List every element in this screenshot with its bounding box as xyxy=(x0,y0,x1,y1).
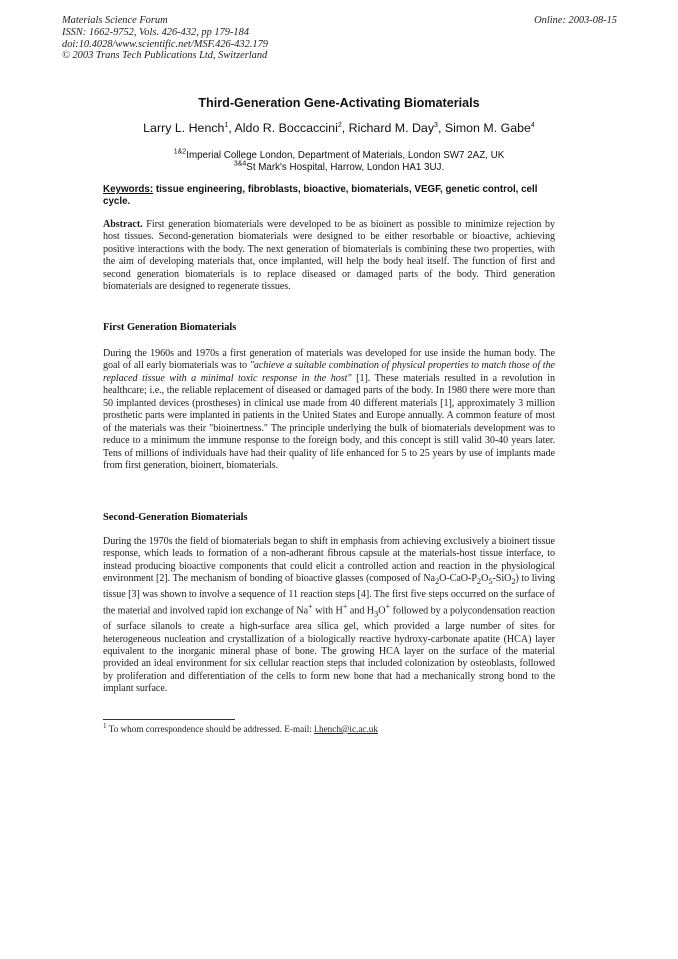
formula-sub: 2 xyxy=(476,577,482,587)
paragraph-quote: "achieve a suitable combination of physical properties to match those of the replaced tissue with a minimal toxic response in the host" xyxy=(103,360,555,384)
author-sup: 1 xyxy=(224,121,229,129)
journal-header xyxy=(62,15,268,62)
affiliation-sup: 1&2 xyxy=(173,148,187,156)
formula-sup: + xyxy=(342,602,348,612)
author-sup: 3 xyxy=(434,121,438,129)
formula-text: O-CaO-P xyxy=(439,573,477,585)
formula-text: O xyxy=(481,573,489,585)
affiliation-sup: 3&4 xyxy=(233,160,247,168)
section-heading: Second-Generation Biomaterials xyxy=(103,512,248,523)
formula-sup: + xyxy=(385,602,391,612)
formula-sub: 5 xyxy=(488,577,493,587)
paragraph-text: During the 1960s and 1970s a first generation of materials was developed for use inside the human body. The goal of all early biomaterials was to xyxy=(103,348,555,372)
doi-line: doi:10.4028/www.scientific.net/MSF.426-432.179 xyxy=(62,38,268,50)
paragraph-text: followed by a polycondensation reaction of surface silanols to create a high-surface area silica gel, which provided a large number of sites for heterogeneous nucleation and crystallization of a biologically reactive hydroxy-carbonate apatite (HCA) layer equivalent to the inorganic mineral phase of bone. The growing HCA layer on the surface of the material provided an ideal environment for six cellular reaction steps that included colonization by osteoblasts, followed by proliferation and differentiation of the cells to form new bone that had a mechanically strong bond to the implant surface. xyxy=(103,605,556,695)
formula-text: -SiO xyxy=(492,573,512,585)
formula-sub: 2 xyxy=(434,577,440,587)
author-name: Richard M. Day xyxy=(348,121,435,135)
paragraph-text: with H xyxy=(312,605,343,617)
author-sup: 2 xyxy=(337,121,342,129)
online-date: Online: 2003-08-15 xyxy=(534,15,617,26)
paper-title: Third-Generation Gene-Activating Biomaterials xyxy=(198,96,480,110)
author-name: Simon M. Gabe xyxy=(444,121,531,135)
affiliation-2 xyxy=(0,162,678,173)
journal-name: Materials Science Forum xyxy=(62,15,168,26)
footnote-text: To whom correspondence should be addressed. E-mail: xyxy=(106,724,315,734)
footnote-sup: 1 xyxy=(103,721,107,730)
affiliation-1 xyxy=(0,150,678,161)
section-paragraph xyxy=(103,536,555,696)
section-heading: First Generation Biomaterials xyxy=(103,322,237,333)
email-link[interactable]: l.hench@ic.ac.uk xyxy=(314,724,378,734)
formula-text: Na xyxy=(423,573,435,585)
affiliation-text: Imperial College London, Department of Materials, London SW7 2AZ, UK xyxy=(186,150,505,161)
author-sep: , xyxy=(437,121,445,135)
author-list xyxy=(0,121,678,135)
author-name: Larry L. Hench xyxy=(143,121,225,135)
section-paragraph xyxy=(103,348,555,473)
issn-line: ISSN: 1662-9752, Vols. 426-432, pp 179-184 xyxy=(62,26,250,38)
copyright-line: © 2003 Trans Tech Publications Ltd, Switzerland xyxy=(62,50,268,62)
author-sup: 4 xyxy=(530,121,535,129)
formula-sup: + xyxy=(308,602,313,612)
paragraph-text: and H xyxy=(347,605,375,617)
abstract-label: Abstract. xyxy=(103,219,143,230)
footnote-divider xyxy=(103,719,235,720)
paragraph-text: [1]. These materials resulted in a revolution in healthcare; i.e., the reliable replacement of diseased or damaged parts of the body. In 1980 there were more than 50 implanted devices (prostheses) in clinical use made from 40 different materials [1], approximately 3 million prosthetic parts were implanted in patients in the United States and Europe annually. A common feature of most of the materials was their "bioinertness." The principle underlying the bulk of biomaterials development was to reduce to a minimum the immune response to the foreign body, and this concept is still valid 30-40 years later. Tens of millions of individuals have had their quality of life enhanced for 5 to 25 years by use of implants made from first generation, bioinert, biomaterials. xyxy=(103,372,555,472)
formula-sub: 3 xyxy=(374,609,379,619)
paragraph-text: ) to living tissue [3] was shown to involve a sequence of 11 reaction steps [4]. The first five steps occurred on the surface of the material and involved rapid ion exchange of Na xyxy=(103,573,556,617)
keywords-label: Keywords: xyxy=(103,184,154,195)
author-sep: , xyxy=(228,121,235,135)
keywords xyxy=(103,184,555,209)
abstract-text: First generation biomaterials were developed to be as bioinert as possible to minimize rejection by host tissues. Second-generation biomaterials were designed to be either resorbable or bioactive, achieving positive interactions with the body. The next generation of biomaterials is combining these two properties, with the aim of developing materials that, once implanted, will help the body heal itself. The function of first and second generation biomaterials is to replace diseased or damaged parts of the body. Third generation biomaterials are designed to regenerate tissues. xyxy=(103,219,555,293)
author-sep: , xyxy=(341,121,349,135)
footnote xyxy=(103,721,378,734)
affiliation-text: St Mark's Hospital, Harrow, London HA1 3UJ. xyxy=(246,162,445,173)
paragraph-text: During the 1970s the field of biomaterials began to shift in emphasis from achieving exclusively a bioinert tissue response, which leads to formation of a non-adherant fibrous capsule at the materials-host tissue interface, to instead producing bioactive components that could elicit a controlled action and reaction in the physiological environment [2]. The mechanism of bonding of bioactive glasses (composed of xyxy=(103,536,555,585)
author-name: Aldo R. Boccaccini xyxy=(234,121,338,135)
abstract xyxy=(103,219,555,294)
paragraph-text: O xyxy=(378,605,386,617)
formula-sub: 2 xyxy=(511,577,516,587)
keywords-text: tissue engineering, fibroblasts, bioactive, biomaterials, VEGF, genetic control, cell cycle. xyxy=(103,184,538,208)
